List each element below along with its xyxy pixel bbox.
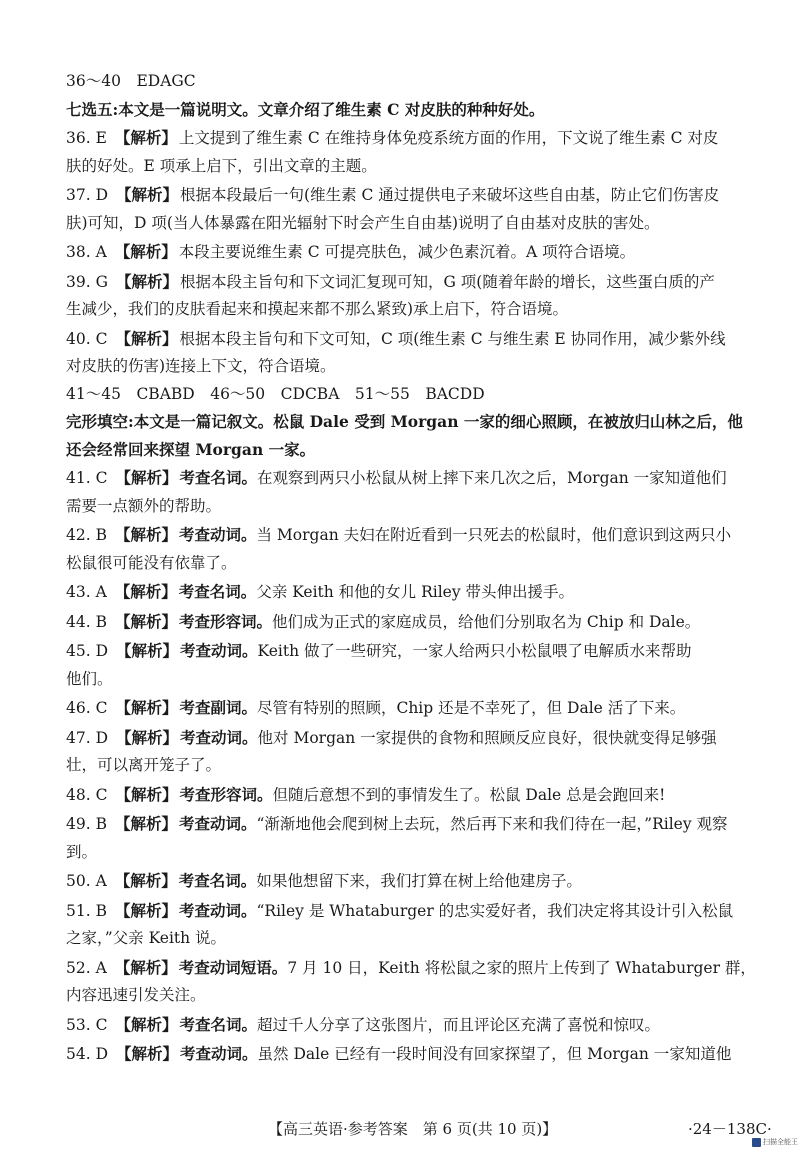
explanations-36-40 [66,124,738,381]
explanation-line [66,867,738,896]
question-answer: 46. C [66,699,108,717]
explanation-line [66,521,738,550]
explanation-text: 壮，可以离开笼子了。 [66,756,222,774]
explanations-41-54 [66,464,756,1069]
explanation-line [66,724,738,753]
explanation-text: 父亲 Keith 和他的女儿 Riley 带头伸出援手。 [256,583,575,601]
explanation-line [66,925,738,953]
explanation-line [66,694,738,723]
explanation-item [66,954,756,1010]
question-type: 考查副词。 [179,698,257,717]
answers-41-55: 41～45 CBABD 46～50 CDCBA 51～55 BACDD [66,384,485,403]
question-answer: 51. B [66,901,107,920]
explanation-text: 7 月 10 日，Keith 将松鼠之家的照片上传到了 Whataburger 群， [287,958,756,977]
explanation-line [66,1011,738,1040]
explanation-line [66,637,738,666]
watermark-text: 扫描全能王 [763,1138,798,1146]
question-type: 考查形容词。 [179,784,273,804]
analysis-tag: 【解析】 [115,698,178,717]
explanation-text: 内容迅速引发关注。 [66,986,206,1004]
explanation-text: 松鼠很可能没有依靠了。 [66,553,237,572]
explanation-line [66,810,738,839]
analysis-tag: 【解析】 [114,611,177,631]
explanation-line [66,464,738,493]
explanation-line [66,124,738,153]
analysis-tag: 【解析】 [114,242,177,261]
analysis-tag: 【解析】 [114,871,177,890]
explanation-text: 在观察到两只小松鼠从树上摔下来几次之后，Morgan 一家知道他们 [256,469,727,487]
analysis-tag: 【解析】 [115,784,178,804]
explanation-line [66,608,738,637]
analysis-tag: 【解析】 [115,1014,178,1034]
scanner-watermark [752,1137,798,1147]
document-page [66,68,756,1069]
explanation-text: 根据本段主旨句和下文可知，C 项(维生素 C 与维生素 E 协同作用，减少紫外线 [179,329,726,348]
question-answer: 47. D [66,728,109,747]
explanation-text: 对皮肤的伤害)连接上下文，符合语境。 [66,357,336,375]
question-type: 考查名词。 [178,582,257,601]
explanation-text: 生减少，我们的皮肤看起来和摸起来都不那么紧致)承上启下，符合语境。 [66,300,569,318]
explanation-item [66,637,738,693]
question-answer: 36. E [66,129,107,147]
scanner-logo-icon [752,1138,761,1147]
question-answer: 40. C [66,329,108,348]
explanation-item [66,694,738,723]
question-type: 考查动词。 [180,641,258,660]
question-answer: 48. C [66,785,108,804]
analysis-tag: 【解析】 [114,957,177,977]
analysis-tag: 【解析】 [115,271,178,291]
explanation-text: 如果他想留下来，我们打算在树上给他建房子。 [256,872,582,890]
explanation-item [66,268,738,324]
explanation-text: Keith 做了一些研究，一家人给两只小松鼠喂了电解质水来帮助 [257,642,692,660]
explanation-line [66,210,738,238]
explanation-text: 到。 [66,842,98,861]
explanation-text: 根据本段最后一句(维生素 C 通过提供电子来破坏这些自由基，防止它们伤害皮 [180,186,720,204]
explanation-item [66,181,738,237]
explanation-item [66,724,738,780]
analysis-tag: 【解析】 [114,525,177,544]
analysis-tag: 【解析】 [116,727,179,747]
question-type: 考查形容词。 [178,611,272,631]
question-type: 考查动词。 [180,1044,258,1063]
explanation-line [66,493,738,521]
analysis-tag: 【解析】 [114,582,177,601]
explanation-text: “渐渐地他会爬到树上去玩，然后再下来和我们待在一起，”Riley 观察 [256,815,728,833]
explanation-text: 上文提到了维生素 C 在维持身体免疫系统方面的作用，下文说了维生素 C 对皮 [178,129,719,147]
answers-36-40: 36～40 EDAGC [66,72,196,90]
section-heading-cloze-line-1: 完形填空:本文是一篇记叙文。松鼠 Dale 受到 Morgan 一家的细心照顾，在被放归山林之后，他 [66,412,743,431]
explanation-line [66,752,738,780]
explanation-line [66,181,738,210]
explanation-item [66,238,738,267]
explanation-item [66,325,738,381]
section-heading-cloze-line-2: 还会经常回来探望 Morgan 一家。 [66,439,316,459]
explanation-line [66,839,738,867]
explanation-line [66,982,738,1010]
question-type: 考查动词短语。 [178,957,288,977]
explanation-item [66,1040,738,1069]
analysis-tag: 【解析】 [116,1044,179,1063]
explanation-text: 他们。 [66,669,113,688]
question-answer: 53. C [66,1015,108,1034]
question-answer: 41. C [66,469,108,487]
question-answer: 45. D [66,642,109,660]
footer-code: ·24－138C· [688,1120,772,1138]
explanation-text: 超过千人分享了这张图片，而且评论区充满了喜悦和惊叹。 [256,1015,660,1034]
explanation-item [66,867,738,896]
explanation-text: 当 Morgan 夫妇在附近看到一只死去的松鼠时，他们意识到这两只小 [256,526,732,544]
explanation-line [66,550,738,578]
question-answer: 38. A [66,243,107,261]
question-answer: 49. B [66,815,107,833]
explanation-line [66,578,738,607]
explanation-text: 肤的好处。E 项承上启下，引出文章的主题。 [66,156,377,175]
explanation-line [66,897,738,926]
question-answer: 54. D [66,1045,109,1063]
question-answer: 50. A [66,872,107,890]
question-answer: 44. B [66,612,107,631]
analysis-tag: 【解析】 [116,185,179,204]
analysis-tag: 【解析】 [114,128,177,147]
explanation-item [66,124,738,180]
explanation-text: 需要一点额外的帮助。 [66,496,222,515]
explanation-line [66,353,738,381]
explanation-text: 他们成为正式的家庭成员，给他们分别取名为 Chip 和 Dale。 [272,612,701,631]
explanation-text: 但随后意想不到的事情发生了。松鼠 Dale 总是会跑回来! [272,785,666,804]
analysis-tag: 【解析】 [114,900,177,920]
question-answer: 37. D [66,186,109,204]
explanation-line [66,153,738,181]
analysis-tag: 【解析】 [115,468,178,487]
question-answer: 42. B [66,526,107,544]
question-type: 考查名词。 [179,468,257,487]
explanation-line [66,781,738,810]
explanation-item [66,781,738,810]
explanation-item [66,1011,738,1040]
explanation-line [66,238,738,267]
explanation-text: 虽然 Dale 已经有一段时间没有回家探望了，但 Morgan 一家知道他 [257,1045,732,1063]
question-answer: 52. A [66,958,107,977]
explanation-item [66,608,738,637]
explanation-text: 肤)可知，D 项(当人体暴露在阳光辐射下时会产生自由基)说明了自由基对皮肤的害处。 [66,213,660,232]
explanation-line [66,954,756,983]
question-type: 考查名词。 [179,1014,257,1034]
explanation-text: 他对 Morgan 一家提供的食物和照顾反应良好，很快就变得足够强 [257,728,717,747]
explanation-item [66,810,738,866]
explanation-line [66,268,738,297]
analysis-tag: 【解析】 [114,814,177,833]
explanation-item [66,897,738,953]
explanation-text: 尽管有特别的照顾，Chip 还是不幸死了，但 Dale 活了下来。 [256,699,686,717]
question-type: 考查名词。 [178,871,257,890]
explanation-line [66,296,738,324]
explanation-line [66,666,738,694]
section-heading-seven-choose-five: 七选五:本文是一篇说明文。文章介绍了维生素 C 对皮肤的种种好处。 [66,99,545,119]
explanation-text: 之家，”父亲 Keith 说。 [66,929,227,947]
question-type: 考查动词。 [178,814,257,833]
explanation-line [66,1040,738,1069]
explanation-text: “Riley 是 Whataburger 的忠实爱好者，我们决定将其设计引入松鼠 [256,901,734,920]
footer-page-info: 【高三英语·参考答案 第 6 页(共 10 页)】 [268,1120,558,1138]
analysis-tag: 【解析】 [115,328,178,348]
question-type: 考查动词。 [180,727,258,747]
explanation-item [66,578,738,607]
explanation-text: 本段主要说维生素 C 可提亮肤色，减少色素沉着。A 项符合语境。 [178,243,636,261]
explanation-text: 根据本段主旨句和下文词汇复现可知，G 项(随着年龄的增长，这些蛋白质的产 [179,272,715,291]
explanation-item [66,521,738,577]
explanation-item [66,464,738,520]
explanation-line [66,325,738,354]
question-answer: 43. A [66,583,107,601]
question-type: 考查动词。 [178,900,257,920]
question-type: 考查动词。 [178,525,257,544]
analysis-tag: 【解析】 [116,641,179,660]
question-answer: 39. G [66,272,108,291]
